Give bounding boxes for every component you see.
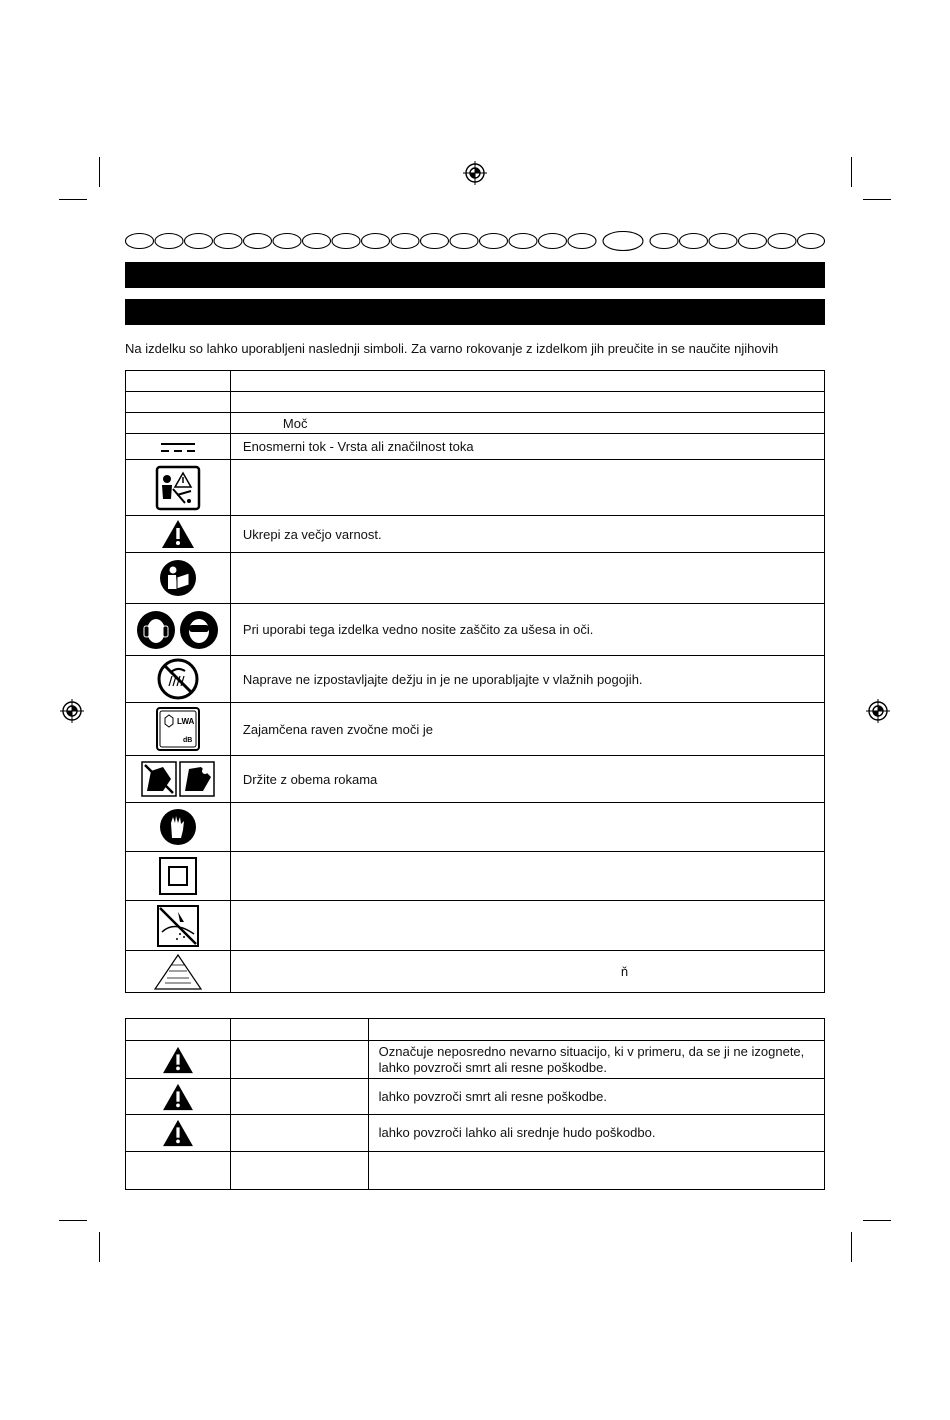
hazard-symbol-cell [126, 1041, 231, 1079]
symbols-table [125, 370, 825, 993]
table-row [126, 803, 825, 852]
table-row [126, 1079, 825, 1115]
symbol-description: Naprave ne izpostavljajte dežju in je ne uporabljajte v vlažnih pogojih. [230, 656, 824, 703]
crop-mark [851, 157, 852, 187]
symbol-cell [126, 460, 231, 516]
symbol-description: Moč [230, 413, 824, 434]
table-row [126, 434, 825, 460]
table-row [126, 516, 825, 553]
symbol-cell [126, 392, 231, 413]
double-insulation-icon [158, 856, 198, 896]
crop-mark [59, 199, 87, 200]
symbol-cell [126, 656, 231, 703]
table-row [126, 1041, 825, 1079]
thrown-objects-icon [156, 904, 200, 948]
hazard-description [368, 1019, 824, 1041]
no-rain-icon [157, 658, 199, 700]
table-row [126, 413, 825, 434]
symbol-cell [126, 951, 231, 993]
symbol-description [230, 392, 824, 413]
table-row [126, 371, 825, 392]
symbol-description [230, 553, 824, 604]
read-manual-icon [159, 559, 197, 597]
warning-triangle-icon [161, 519, 195, 549]
table-row [126, 703, 825, 756]
table-row [126, 951, 825, 993]
registration-mark-icon [60, 699, 84, 723]
hazard-description: lahko povzroči lahko ali srednje hudo poškodbo. [368, 1115, 824, 1152]
warning-triangle-icon [162, 1083, 194, 1111]
symbol-description [230, 803, 824, 852]
crop-mark [59, 1220, 87, 1221]
symbol-description [230, 901, 824, 951]
direct-current-icon [160, 440, 196, 454]
symbol-cell [126, 703, 231, 756]
sound-power-unit: dB [182, 737, 193, 744]
crop-mark [863, 1220, 891, 1221]
hazard-levels-table [125, 1018, 825, 1190]
hazard-description [368, 1152, 824, 1190]
section-title-bar [125, 262, 825, 288]
symbol-cell [126, 413, 231, 434]
bystander-warning-icon [155, 465, 201, 511]
symbol-description: Zajamčena raven zvočne moči je [230, 703, 824, 756]
symbol-cell [126, 756, 231, 803]
symbol-description [230, 852, 824, 901]
symbol-cell [126, 852, 231, 901]
symbol-description: Pri uporabi tega izdelka vedno nosite zaščito za ušesa in oči. [230, 604, 824, 656]
table-row [126, 901, 825, 951]
table-row [126, 1115, 825, 1152]
symbol-cell [126, 803, 231, 852]
table-row [126, 392, 825, 413]
hazard-term [230, 1019, 368, 1041]
intro-paragraph: Na izdelku so lahko uporabljeni naslednji simboli. Za varno rokovanje z izdelkom jih preučite in se naučite njihovih [125, 341, 779, 356]
crop-mark [863, 199, 891, 200]
table-row [126, 656, 825, 703]
hazard-term [230, 1115, 368, 1152]
symbol-cell [126, 604, 231, 656]
registration-mark-icon [463, 161, 487, 185]
symbol-cell [126, 901, 231, 951]
table-row [126, 852, 825, 901]
symbol-description: Držite z obema rokama [230, 756, 824, 803]
ear-eye-protection-icon [136, 610, 220, 650]
symbol-description: Enosmerni tok - Vrsta ali značilnost toka [230, 434, 824, 460]
hazard-term [230, 1152, 368, 1190]
crop-mark [99, 157, 100, 187]
hazard-symbol-cell [126, 1115, 231, 1152]
crop-mark [851, 1232, 852, 1262]
cutting-diameter-icon [153, 953, 203, 991]
hazard-symbol-cell [126, 1152, 231, 1190]
hazard-symbol-cell [126, 1079, 231, 1115]
table-row [126, 604, 825, 656]
hazard-description: Označuje neposredno nevarno situacijo, ki v primeru, da se ji ne izognete, lahko povzroči smrt ali resne poškodbe. [368, 1041, 824, 1079]
gloves-icon [159, 808, 197, 846]
symbol-cell [126, 553, 231, 604]
symbol-description: ň [230, 951, 824, 993]
hazard-term [230, 1041, 368, 1079]
table-row [126, 460, 825, 516]
warning-triangle-icon [162, 1119, 194, 1147]
table-row [126, 553, 825, 604]
language-tabs [125, 231, 825, 251]
symbol-description [230, 371, 824, 392]
symbol-description [230, 460, 824, 516]
two-hands-icon [141, 761, 215, 797]
section-subtitle-bar [125, 299, 825, 325]
symbol-cell [126, 371, 231, 392]
crop-mark [99, 1232, 100, 1262]
table-row [126, 1152, 825, 1190]
warning-triangle-icon [162, 1046, 194, 1074]
hazard-term [230, 1079, 368, 1115]
hazard-description: lahko povzroči smrt ali resne poškodbe. [368, 1079, 824, 1115]
hazard-symbol-cell [126, 1019, 231, 1041]
symbol-description: Ukrepi za večjo varnost. [230, 516, 824, 553]
sound-power-icon [155, 706, 201, 752]
table-row [126, 1019, 825, 1041]
sound-power-label: LWA [176, 717, 195, 726]
symbol-cell [126, 516, 231, 553]
table-row [126, 756, 825, 803]
symbol-cell [126, 434, 231, 460]
registration-mark-icon [866, 699, 890, 723]
